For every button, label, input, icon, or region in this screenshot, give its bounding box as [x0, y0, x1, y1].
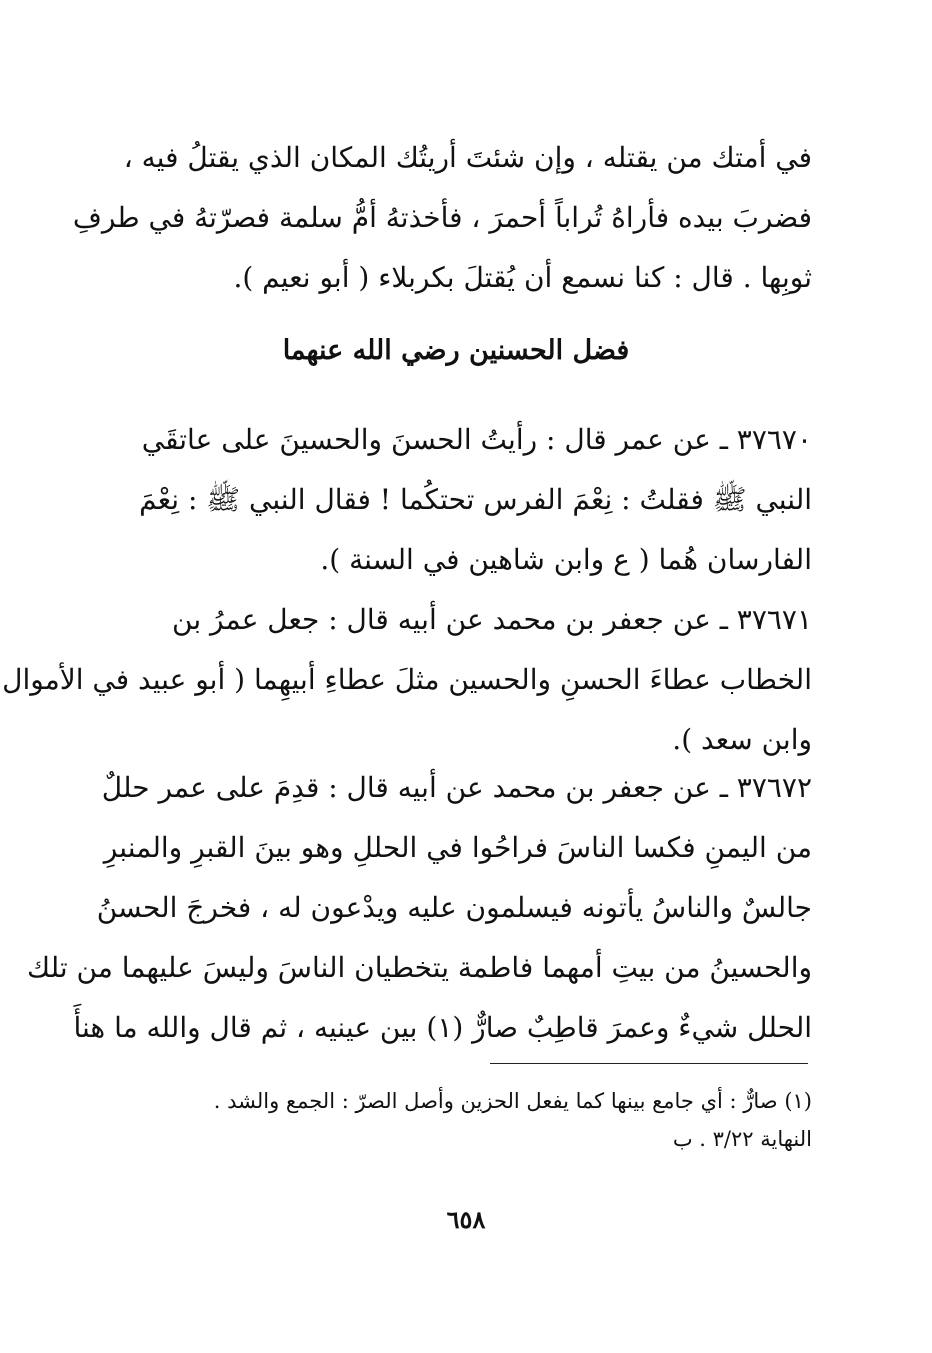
text-line: جالسٌ والناسُ يأتونه فيسلمون عليه ويدْعون له ، فخرجَ الحسنُ	[96, 891, 812, 924]
footnote-line: النهاية ٣/٢٢ . ب	[672, 1127, 812, 1151]
section-heading: فضل الحسنين رضي الله عنهما	[282, 335, 630, 366]
text-line: ثوبِها . قال : كنا نسمع أن يُقتلَ بكربلاء ( أبو نعيم ).	[233, 261, 812, 294]
text-line: ٣٧٦٧١ ـ عن جعفر بن محمد عن أبيه قال : جعل عمرُ بن	[172, 603, 812, 636]
footnote-divider	[490, 1063, 808, 1064]
text-line: في أمتك من يقتله ، وإن شئتَ أريتُك المكان الذي يقتلُ فيه ،	[123, 141, 812, 174]
text-line: فضربَ بيده فأراهُ تُراباً أحمرَ ، فأخذتهُ أمُّ سلمة فصرّتهُ في طرفِ	[72, 201, 812, 234]
text-line: ٣٧٦٧٠ ـ عن عمر قال : رأيتُ الحسنَ والحسينَ على عاتقَي	[141, 423, 812, 456]
text-line: النبي ﷺ فقلتُ : نِعْمَ الفرس تحتكُما ! فقال النبي ﷺ : نِعْمَ	[139, 483, 812, 516]
opening-paragraph	[72, 128, 812, 308]
text-line: والحسينُ من بيتِ أمهما فاطمة يتخطيان الناسَ وليسَ عليهما من تلك	[26, 951, 812, 984]
page-number: ٦٥٨	[446, 1205, 486, 1234]
text-line: الفارسان هُما ( ع وابن شاهين في السنة ).	[320, 543, 812, 576]
hadith-37671	[2, 590, 812, 770]
text-line: الحلل شيءٌ وعمرَ قاطِبٌ صارٌّ (١) بين عينيه ، ثم قال والله ما هنأَ	[73, 1011, 812, 1044]
footnote	[100, 1082, 812, 1158]
text-line: ٣٧٦٧٢ ـ عن جعفر بن محمد عن أبيه قال : قدِمَ على عمر حللٌ	[101, 771, 812, 804]
hadith-37670	[100, 410, 812, 590]
footnote-line: (١) صارٌّ : أي جامع بينها كما يفعل الحزين وأصل الصرّ : الجمع والشد .	[213, 1089, 812, 1113]
text-line: وابن سعد ).	[672, 723, 812, 756]
text-line: من اليمنِ فكسا الناسَ فراحُوا في الحللِ وهو بينَ القبرِ والمنبرِ	[103, 831, 812, 864]
text-line: الخطاب عطاءَ الحسنِ والحسين مثلَ عطاءِ أبيهِما ( أبو عبيد في الأموال	[2, 663, 812, 696]
hadith-37672	[26, 758, 812, 1058]
